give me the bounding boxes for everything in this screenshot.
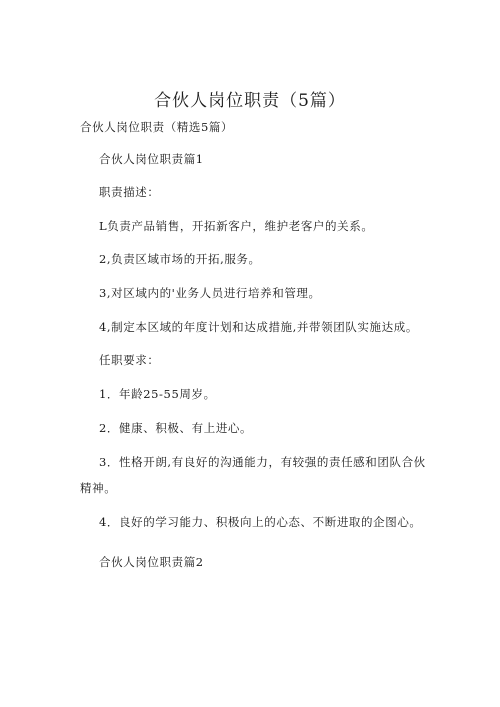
duty-item: 3,对区域内的'业务人员进行培养和管理。 [99, 286, 321, 300]
requirement-item: 4．良好的学习能力、积极向上的心态、不断进取的企图心。 [99, 515, 422, 529]
duty-item: L负责产品销售，开拓新客户，维护老客户的关系。 [99, 219, 374, 233]
duty-item: 2,负责区域市场的开拓,服务。 [99, 252, 261, 266]
requirements-label: 任职要求： [99, 353, 160, 367]
requirement-item-continued: 精神。 [80, 481, 117, 495]
document-title: 合伙人岗位职责（5篇） [154, 91, 346, 111]
requirement-item: 1．年龄25-55周岁。 [99, 387, 216, 401]
section-heading-1: 合伙人岗位职责篇1 [99, 152, 204, 166]
requirement-item: 2．健康、积极、有上进心。 [99, 421, 253, 435]
requirement-item: 3．性格开朗,有良好的沟通能力，有较强的责任感和团队合伙 [99, 455, 426, 469]
duties-label: 职责描述： [99, 185, 160, 199]
duty-item: 4,制定本区域的年度计划和达成措施,并带领团队实施达成。 [99, 320, 418, 334]
section-heading-2: 合伙人岗位职责篇2 [99, 555, 204, 569]
document-subtitle: 合伙人岗位职责（精选5篇） [80, 120, 234, 134]
